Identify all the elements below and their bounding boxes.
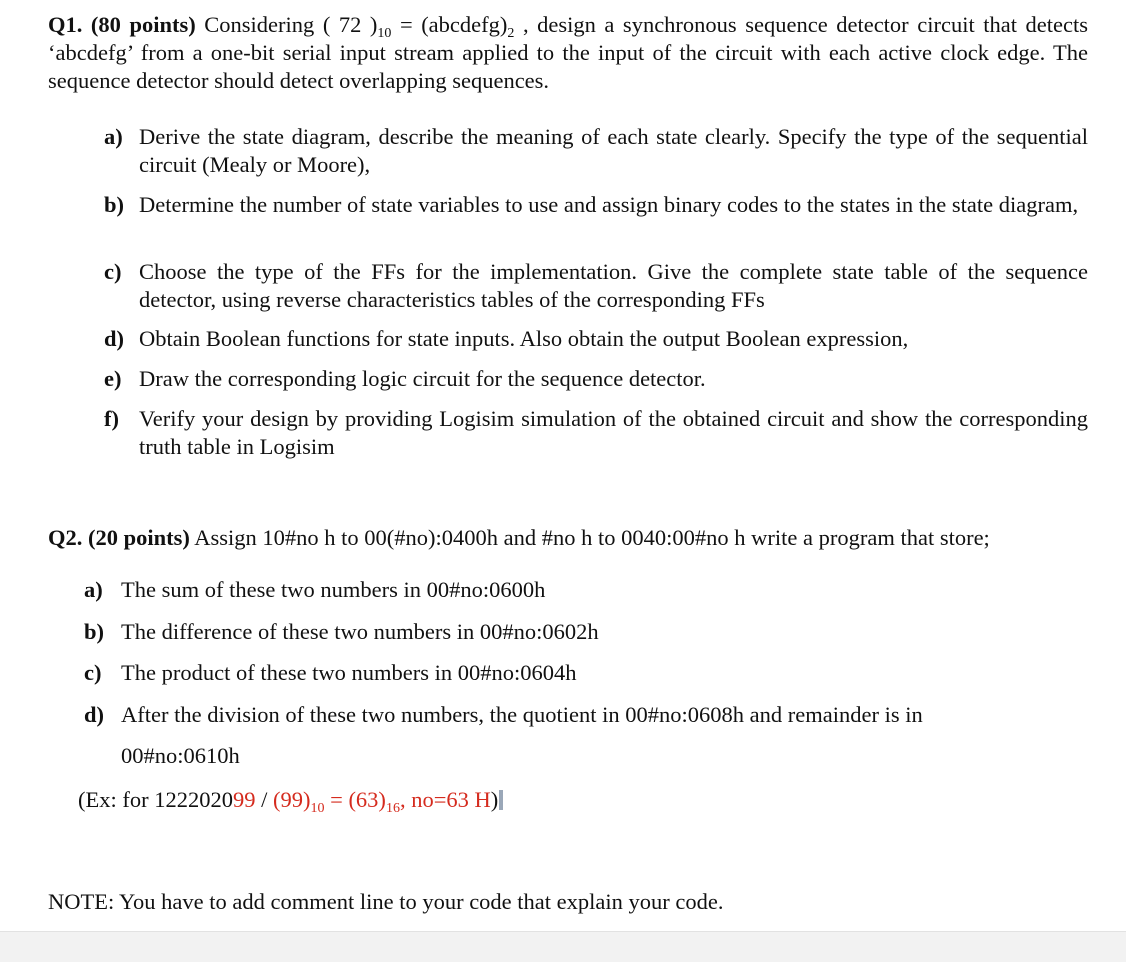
- item-text: Determine the number of state variables to use and assign binary codes to the states in the state diagram,: [139, 192, 1079, 217]
- item-letter: e): [104, 366, 122, 391]
- text-cursor-marker: [499, 790, 503, 810]
- q1-item-a: [104, 123, 1088, 179]
- q1-intro-text: , design a synchronous sequence detector circuit that detects ‘abcdefg’ from a one-bit serial input stream applied to the input of the circuit with each active clock edge. The sequence detector should detect overlapping sequences.: [48, 12, 1088, 93]
- item-letter: a): [84, 577, 103, 602]
- item-text: 00#no:0610h: [121, 743, 240, 768]
- q2-item-b: [84, 618, 1084, 646]
- example-hex: = (63): [324, 787, 386, 812]
- q2-item-a: [84, 576, 1084, 604]
- q2-label: Q2. (20 points): [48, 525, 190, 550]
- item-text: The product of these two numbers in 00#no:0604h: [121, 660, 577, 685]
- item-text: Derive the state diagram, describe the meaning of each state clearly. Specify the type of the sequential circuit (Mealy or Moore),: [139, 124, 1088, 177]
- example-base-10: 10: [310, 801, 325, 816]
- q1-intro: [48, 11, 1088, 95]
- bottom-gray-strip: [0, 931, 1126, 962]
- q1-item-e: [104, 365, 1088, 393]
- q2-intro-text: Assign 10#no h to 00(#no):0400h and #no h to 0040:00#no h write a program that store;: [194, 525, 990, 550]
- item-letter: f): [104, 406, 119, 431]
- example-prefix: (Ex: for 1222020: [78, 787, 233, 812]
- item-text: Draw the corresponding logic circuit for the sequence detector.: [139, 366, 706, 391]
- example-slash: /: [255, 787, 273, 812]
- example-no-value: , no=63 H: [399, 787, 491, 812]
- item-letter: d): [104, 326, 125, 351]
- q1-item-d: [104, 325, 1088, 353]
- q2-item-c: [84, 659, 1084, 687]
- q1-base-10: 10: [377, 26, 392, 41]
- q2-item-d: [84, 701, 1084, 729]
- item-letter: a): [104, 124, 123, 149]
- q2-item-d-continued: [121, 742, 1021, 770]
- item-text: Choose the type of the FFs for the implementation. Give the complete state table of the sequence detector, using reverse characteristics tables of the corresponding FFs: [139, 259, 1088, 312]
- example-decimal: (99): [273, 787, 311, 812]
- q2-intro: [48, 524, 1088, 552]
- q1-item-f: [104, 405, 1088, 461]
- q1-item-c: [104, 258, 1088, 314]
- item-letter: c): [84, 660, 102, 685]
- example-line: [78, 786, 1118, 814]
- item-letter: b): [84, 619, 105, 644]
- item-text: The sum of these two numbers in 00#no:0600h: [121, 577, 546, 602]
- q1-intro-number: Considering ( 72 ): [204, 12, 378, 37]
- item-text: Obtain Boolean functions for state inputs. Also obtain the output Boolean expression,: [139, 326, 909, 351]
- q1-binary-form: = (abcdefg): [399, 12, 508, 37]
- q1-item-b: [104, 191, 1088, 219]
- example-close-paren: ): [490, 787, 499, 812]
- example-base-16: 16: [385, 801, 400, 816]
- q1-label: Q1. (80 points): [48, 12, 196, 37]
- note: NOTE: You have to add comment line to your code that explain your code.: [48, 889, 724, 914]
- item-text: The difference of these two numbers in 00#no:0602h: [121, 619, 599, 644]
- item-letter: d): [84, 702, 105, 727]
- example-student-digits: 99: [232, 787, 256, 812]
- item-text: After the division of these two numbers, the quotient in 00#no:0608h and remainder is in: [121, 702, 923, 727]
- item-letter: b): [104, 192, 125, 217]
- item-letter: c): [104, 259, 122, 284]
- q1-base-2: 2: [507, 26, 515, 41]
- item-text: Verify your design by providing Logisim simulation of the obtained circuit and show the corresponding truth table in Logisim: [139, 406, 1088, 459]
